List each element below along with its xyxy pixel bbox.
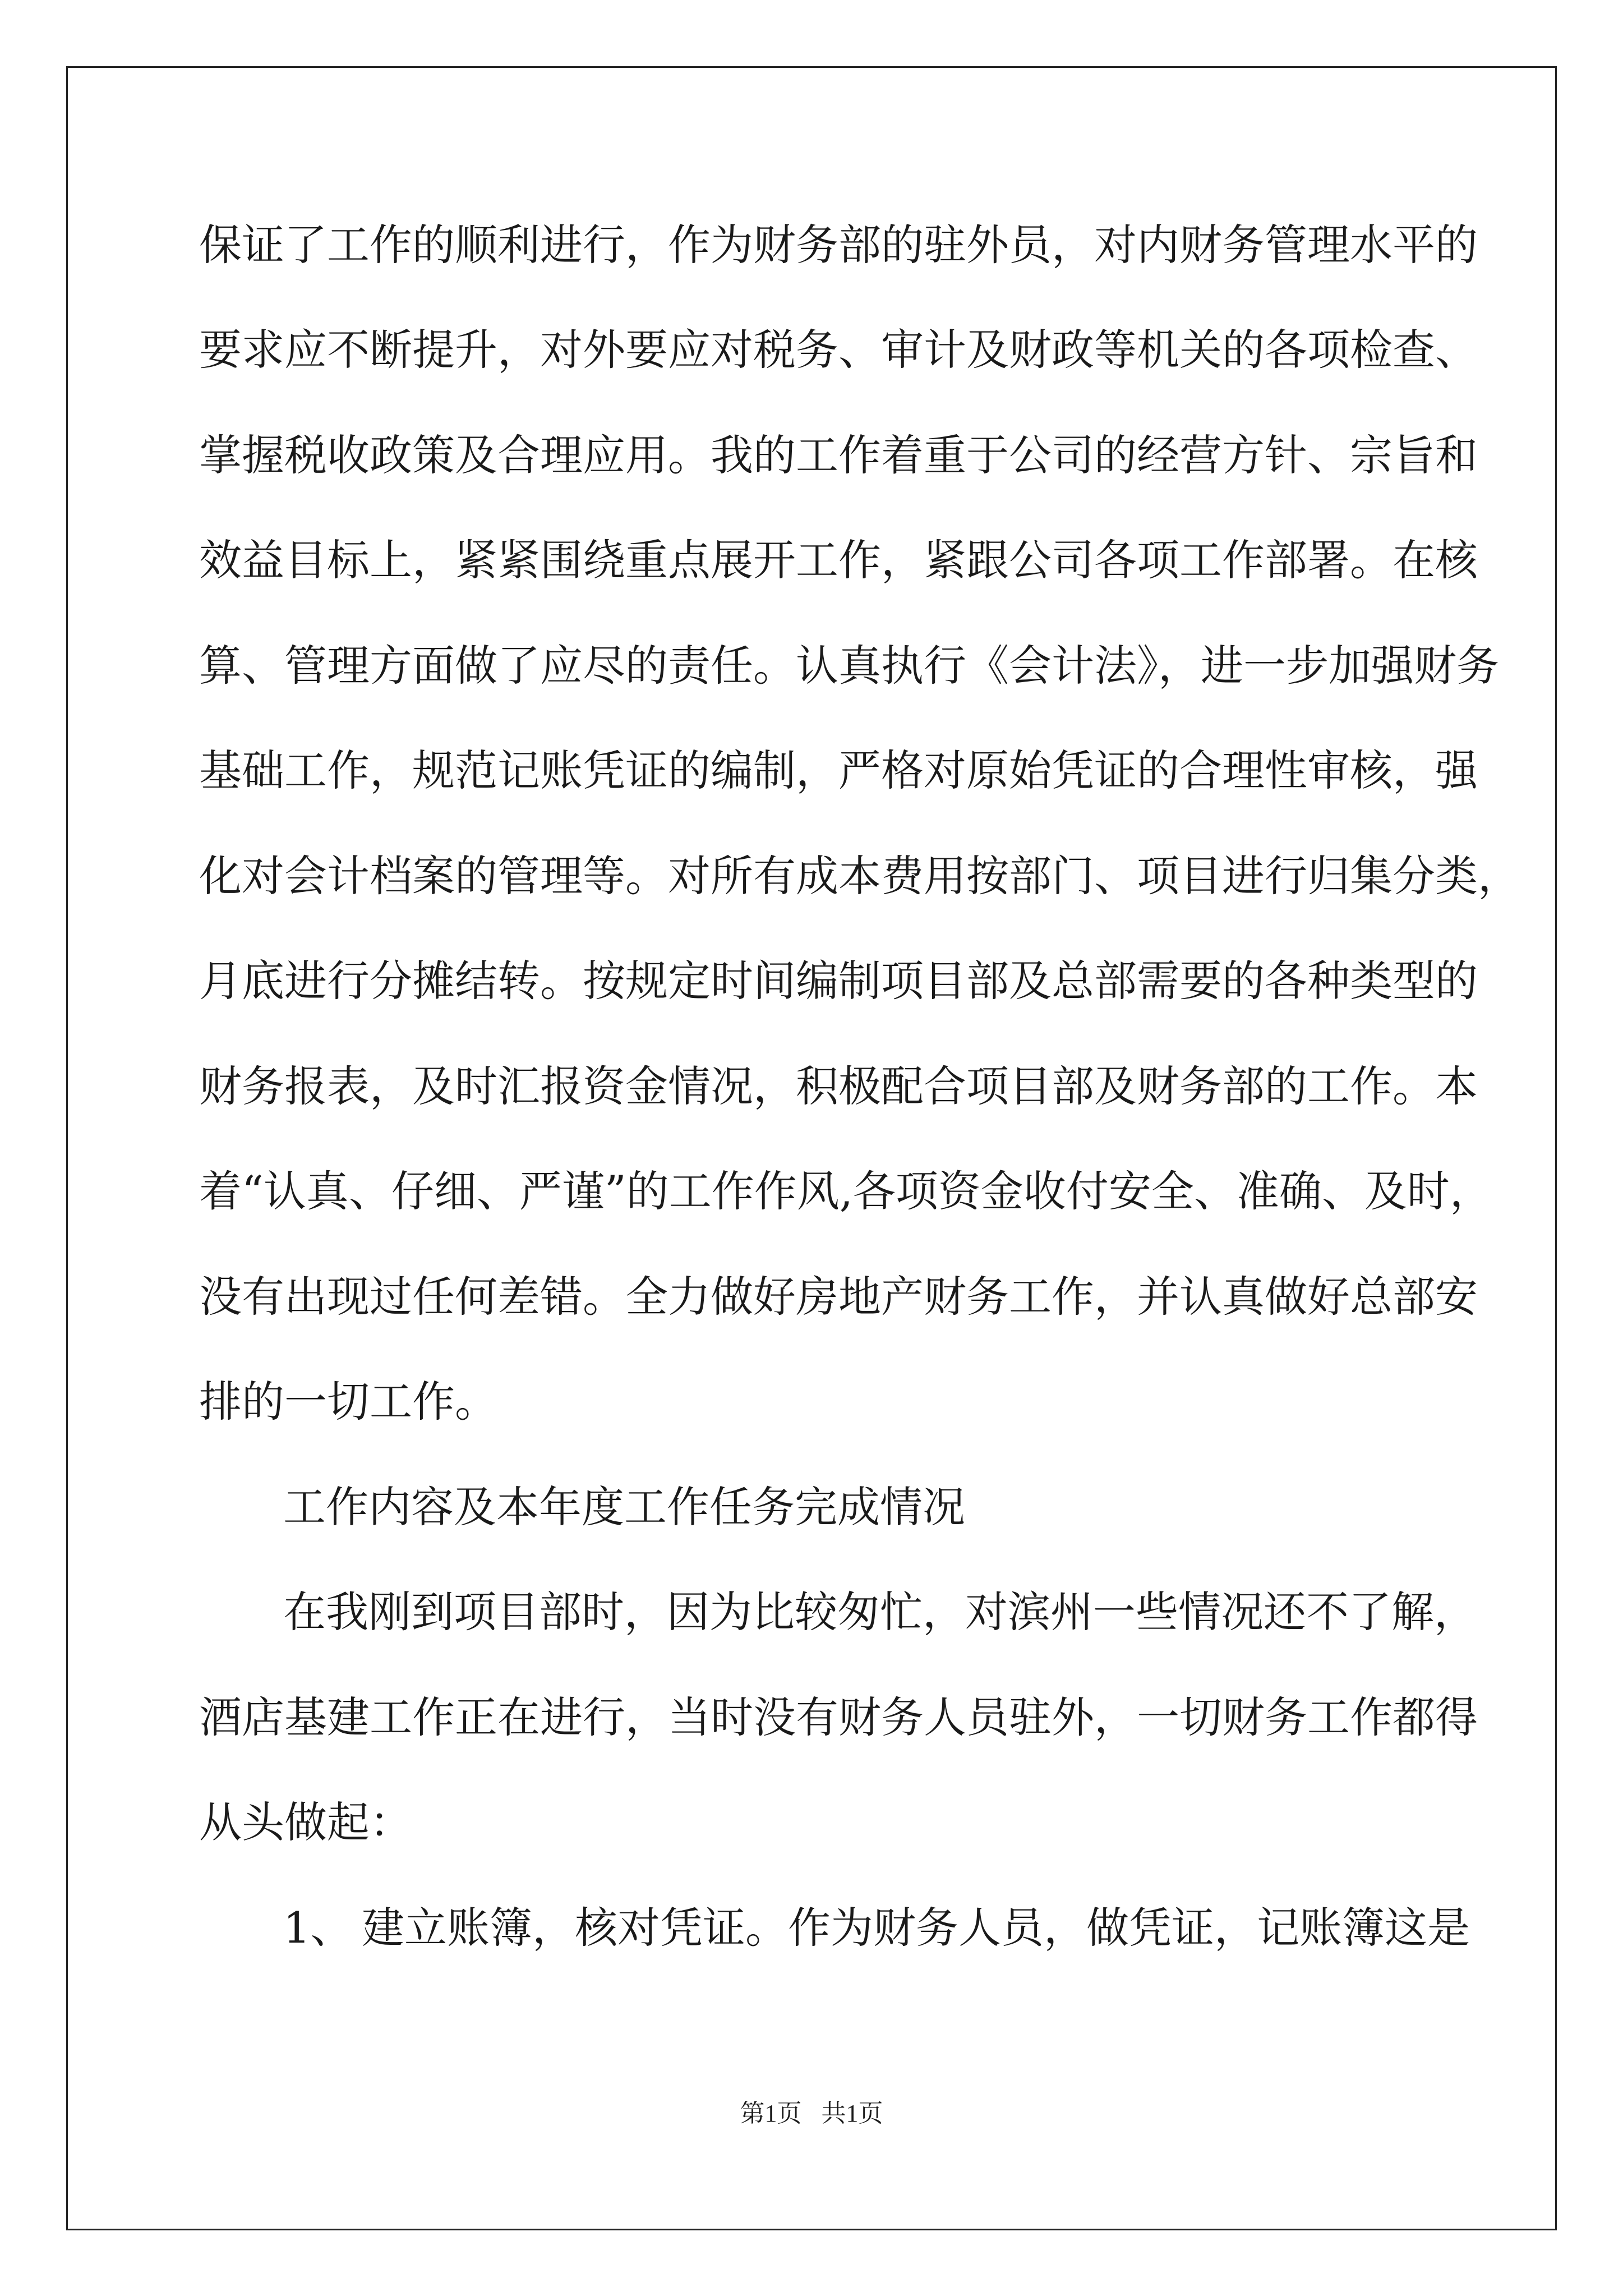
paragraph1-line-2: 要求应不断提升，对外要应对税务、审计及财政等机关的各项检查、 [199,325,1478,375]
paragraph1-line-6: 基础工作，规范记账凭证的编制，严格对原始凭证的合理性审核，强 [199,746,1478,795]
paragraph2-line-3: 从头做起： [199,1797,412,1847]
paragraph1-line-9: 财务报表，及时汇报资金情况，积极配合项目部及财务部的工作。本 [199,1061,1478,1111]
page-total-label: 共1页 [821,2100,883,2127]
page-footer [0,2097,1623,2131]
paragraph1-line-4: 效益目标上，紧紧围绕重点展开工作，紧跟公司各项工作部署。在核 [199,535,1478,585]
paragraph1-line-3: 掌握税收政策及合理应用。我的工作着重于公司的经营方针、宗旨和 [199,430,1478,480]
section-heading: 工作内容及本年度工作任务完成情况 [283,1482,965,1532]
paragraph1-line-12: 排的一切工作。 [199,1377,497,1427]
paragraph1-line-5: 算、管理方面做了应尽的责任。认真执行《会计法》，进一步加强财务 [199,641,1499,691]
paragraph1-line-10: 着“认真、仔细、严谨”的工作作风,各项资金收付安全、准确、及时， [199,1166,1492,1216]
list-item-text: 建立账簿，核对凭证。作为财务人员，做凭证，记账簿这是 [362,1903,1470,1953]
page-number-label: 第1页 [740,2100,802,2127]
paragraph1-line-7: 化对会计档案的管理等。对所有成本费用按部门、项目进行归集分类， [199,851,1520,901]
paragraph2-line-1: 在我刚到项目部时，因为比较匆忙，对滨州一些情况还不了解， [283,1587,1477,1637]
paragraph1-line-11: 没有出现过任何差错。全力做好房地产财务工作，并认真做好总部安 [199,1272,1478,1322]
list-item-number: 1、 [283,1903,353,1953]
paragraph1-line-8: 月底进行分摊结转。按规定时间编制项目部及总部需要的各种类型的 [199,956,1478,1006]
paragraph2-line-2: 酒店基建工作正在进行，当时没有财务人员驻外，一切财务工作都得 [199,1692,1478,1742]
paragraph1-line-1: 保证了工作的顺利进行，作为财务部的驻外员，对内财务管理水平的 [199,220,1478,270]
